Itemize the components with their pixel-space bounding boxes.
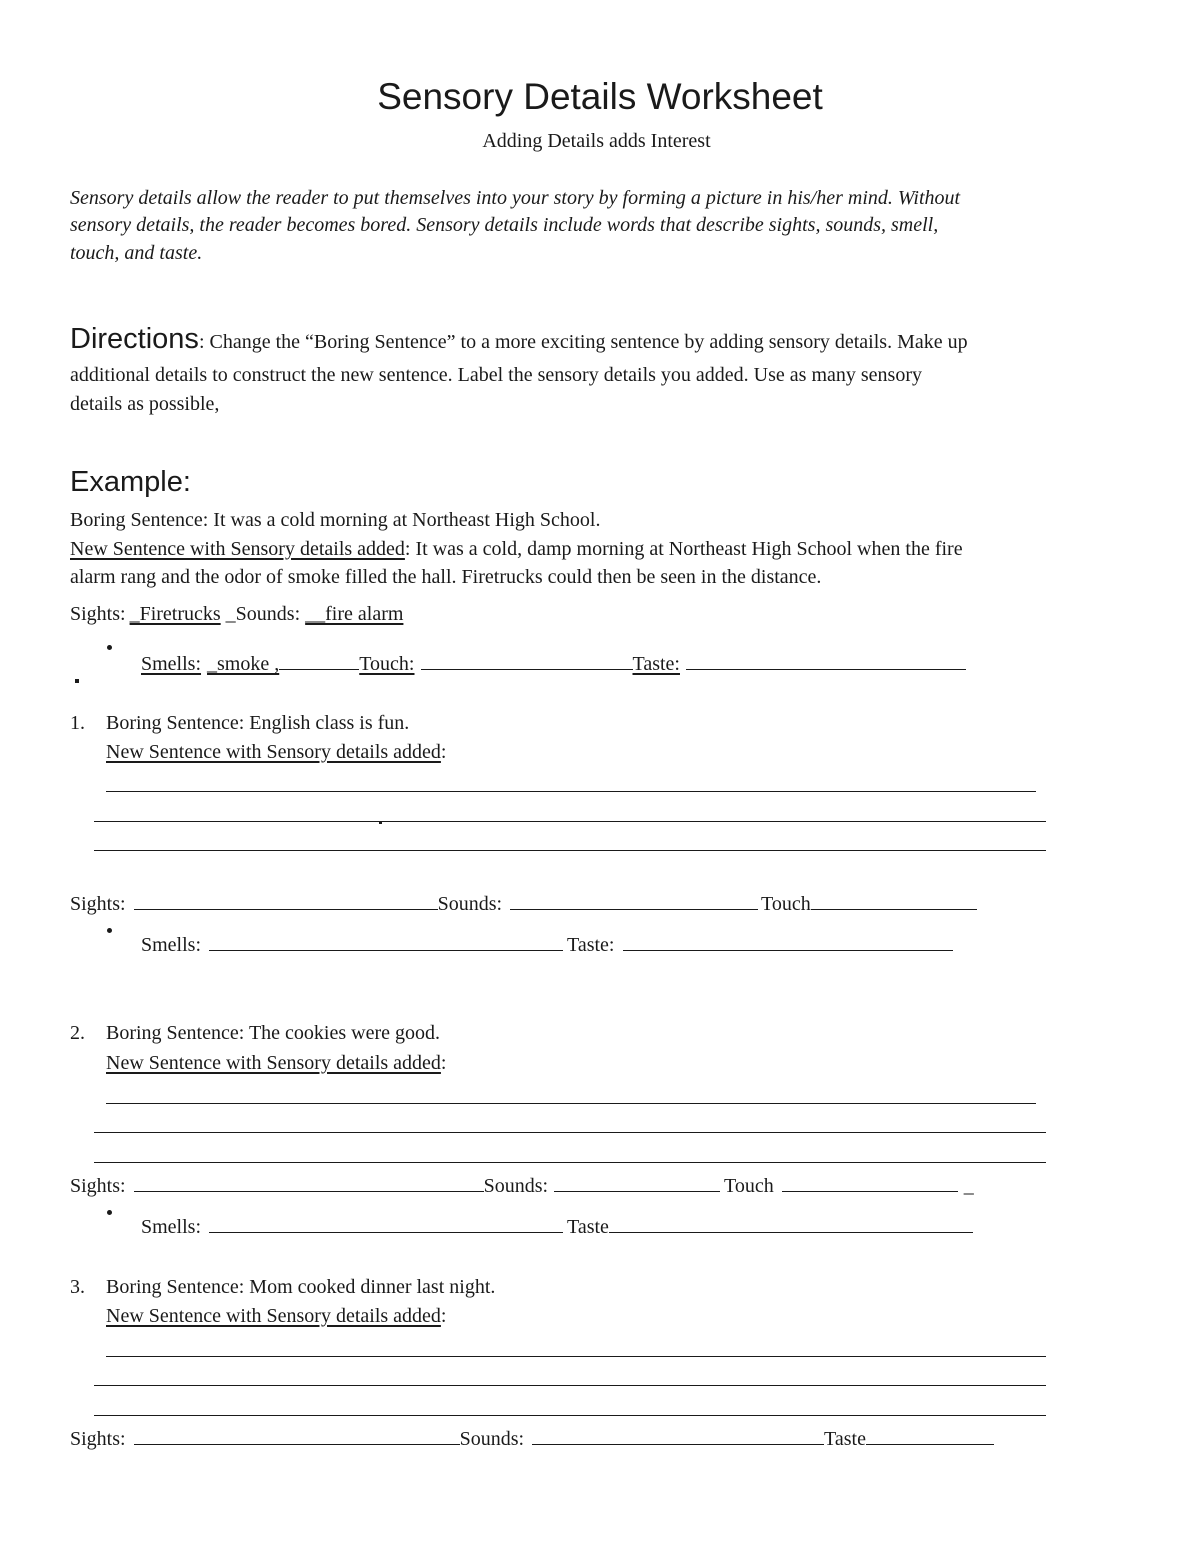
example-smells-value: _smoke , [207, 653, 280, 675]
example-sights-label: Sights: [70, 603, 126, 625]
example-bullet [107, 645, 112, 650]
q1-bullet [107, 928, 112, 933]
q2-new-label-row [106, 1052, 446, 1075]
q3-new-label: New Sentence with Sensory details added [106, 1305, 441, 1327]
example-heading: Example: [70, 466, 191, 498]
example-smells-blank[interactable] [279, 651, 359, 670]
q2-new-colon: : [440, 1052, 447, 1074]
intro-line-1: Sensory details allow the reader to put themselves into your story by forming a picture in his/her mind. Without [70, 187, 961, 209]
q3-boring-sentence: Boring Sentence: Mom cooked dinner last night. [106, 1276, 496, 1298]
q2-smells-blank[interactable] [209, 1214, 563, 1233]
q1-sights-blank[interactable] [134, 891, 438, 910]
q2-number: 2. [70, 1022, 85, 1044]
q3-answer-line-3[interactable] [94, 1415, 1046, 1416]
page-subtitle: Adding Details adds Interest [482, 130, 711, 152]
q2-sounds-label: Sounds: [483, 1175, 549, 1197]
q1-new-colon: : [440, 741, 447, 763]
q2-touch-trail: _ [963, 1175, 974, 1197]
directions-line-2: additional details to construct the new sentence. Label the sensory details you added. Use as many sensory [70, 364, 922, 386]
q1-smells-blank[interactable] [209, 932, 563, 951]
q1-new-label: New Sentence with Sensory details added [106, 741, 441, 763]
page-title: Sensory Details Worksheet [377, 76, 823, 117]
q1-answer-line-2[interactable] [94, 821, 1046, 822]
q3-sounds-blank[interactable] [532, 1426, 824, 1445]
q3-answer-line-2[interactable] [94, 1385, 1046, 1386]
q2-new-label: New Sentence with Sensory details added [106, 1052, 441, 1074]
example-boring-sentence: Boring Sentence: It was a cold morning at Northeast High School. [70, 509, 601, 531]
example-sounds-value: __fire alarm [305, 603, 404, 625]
q3-taste-label: Taste [824, 1428, 866, 1450]
example-sights-value: _Firetrucks [129, 603, 221, 625]
q1-new-label-row [106, 741, 446, 764]
q3-sights-row [70, 1426, 994, 1451]
directions-heading: Directions [70, 323, 199, 355]
q2-taste-label: Taste [567, 1216, 609, 1238]
example-sounds-label: _Sounds: [225, 603, 301, 625]
q3-new-label-row [106, 1305, 446, 1328]
q2-bullet [107, 1210, 112, 1215]
example-smells-label: Smells: [141, 653, 202, 675]
q1-sights-label: Sights: [70, 893, 126, 915]
q1-number: 1. [70, 712, 85, 734]
q3-sounds-label: Sounds: [459, 1428, 525, 1450]
q2-sounds-blank[interactable] [554, 1173, 720, 1192]
q1-line-dot [379, 821, 382, 824]
q1-sights-row [70, 891, 977, 916]
q2-touch-label: Touch [724, 1175, 774, 1197]
directions-line-3: details as possible, [70, 393, 220, 415]
q1-smells-row [141, 932, 953, 957]
example-new-sentence-line-2: alarm rang and the odor of smoke filled the hall. Firetrucks could then be seen in the distance. [70, 566, 822, 588]
q3-sights-blank[interactable] [134, 1426, 460, 1445]
example-taste-blank[interactable] [686, 651, 966, 670]
example-touch-label: Touch: [359, 653, 415, 675]
directions-text: : Change the “Boring Sentence” to a more exciting sentence by adding sensory details. Make up [198, 331, 968, 353]
q1-answer-line-1[interactable] [106, 791, 1036, 792]
q2-taste-blank[interactable] [609, 1214, 973, 1233]
example-smells-row [141, 651, 966, 676]
q2-sights-row [70, 1173, 974, 1198]
q3-taste-blank[interactable] [866, 1426, 994, 1445]
q2-sights-blank[interactable] [134, 1173, 484, 1192]
q1-taste-label: Taste: [567, 934, 615, 956]
q1-smells-label: Smells: [141, 934, 202, 956]
directions-line-1 [70, 323, 968, 356]
q3-sights-label: Sights: [70, 1428, 126, 1450]
intro-line-2: sensory details, the reader becomes bored. Sensory details include words that describe sights, sounds, smell, [70, 214, 939, 236]
example-taste-label: Taste: [632, 653, 680, 675]
q2-sights-label: Sights: [70, 1175, 126, 1197]
q1-boring-sentence: Boring Sentence: English class is fun. [106, 712, 410, 734]
example-new-label: New Sentence with Sensory details added [70, 538, 405, 560]
q1-sounds-label: Sounds: [437, 893, 503, 915]
q1-touch-label: Touch [761, 893, 811, 915]
intro-line-3: touch, and taste. [70, 242, 203, 264]
q3-answer-line-1[interactable] [106, 1356, 1046, 1357]
q3-number: 3. [70, 1276, 85, 1298]
q1-answer-line-3[interactable] [94, 850, 1046, 851]
q3-new-colon: : [440, 1305, 447, 1327]
q2-touch-blank[interactable] [782, 1173, 958, 1192]
q2-answer-line-1[interactable] [106, 1103, 1036, 1104]
example-new-text: : It was a cold, damp morning at Northeast High School when the fire [404, 538, 963, 560]
q1-sounds-blank[interactable] [510, 891, 758, 910]
example-new-sentence-line-1 [70, 538, 963, 561]
example-touch-blank[interactable] [421, 651, 633, 670]
q2-answer-line-3[interactable] [94, 1162, 1046, 1163]
q2-answer-line-2[interactable] [94, 1132, 1046, 1133]
q2-smells-row [141, 1214, 973, 1239]
example-sights-sounds-row [70, 603, 403, 626]
q1-touch-blank[interactable] [811, 891, 977, 910]
q1-taste-blank[interactable] [623, 932, 953, 951]
example-bullet-square [75, 679, 79, 683]
q2-boring-sentence: Boring Sentence: The cookies were good. [106, 1022, 440, 1044]
q2-smells-label: Smells: [141, 1216, 202, 1238]
